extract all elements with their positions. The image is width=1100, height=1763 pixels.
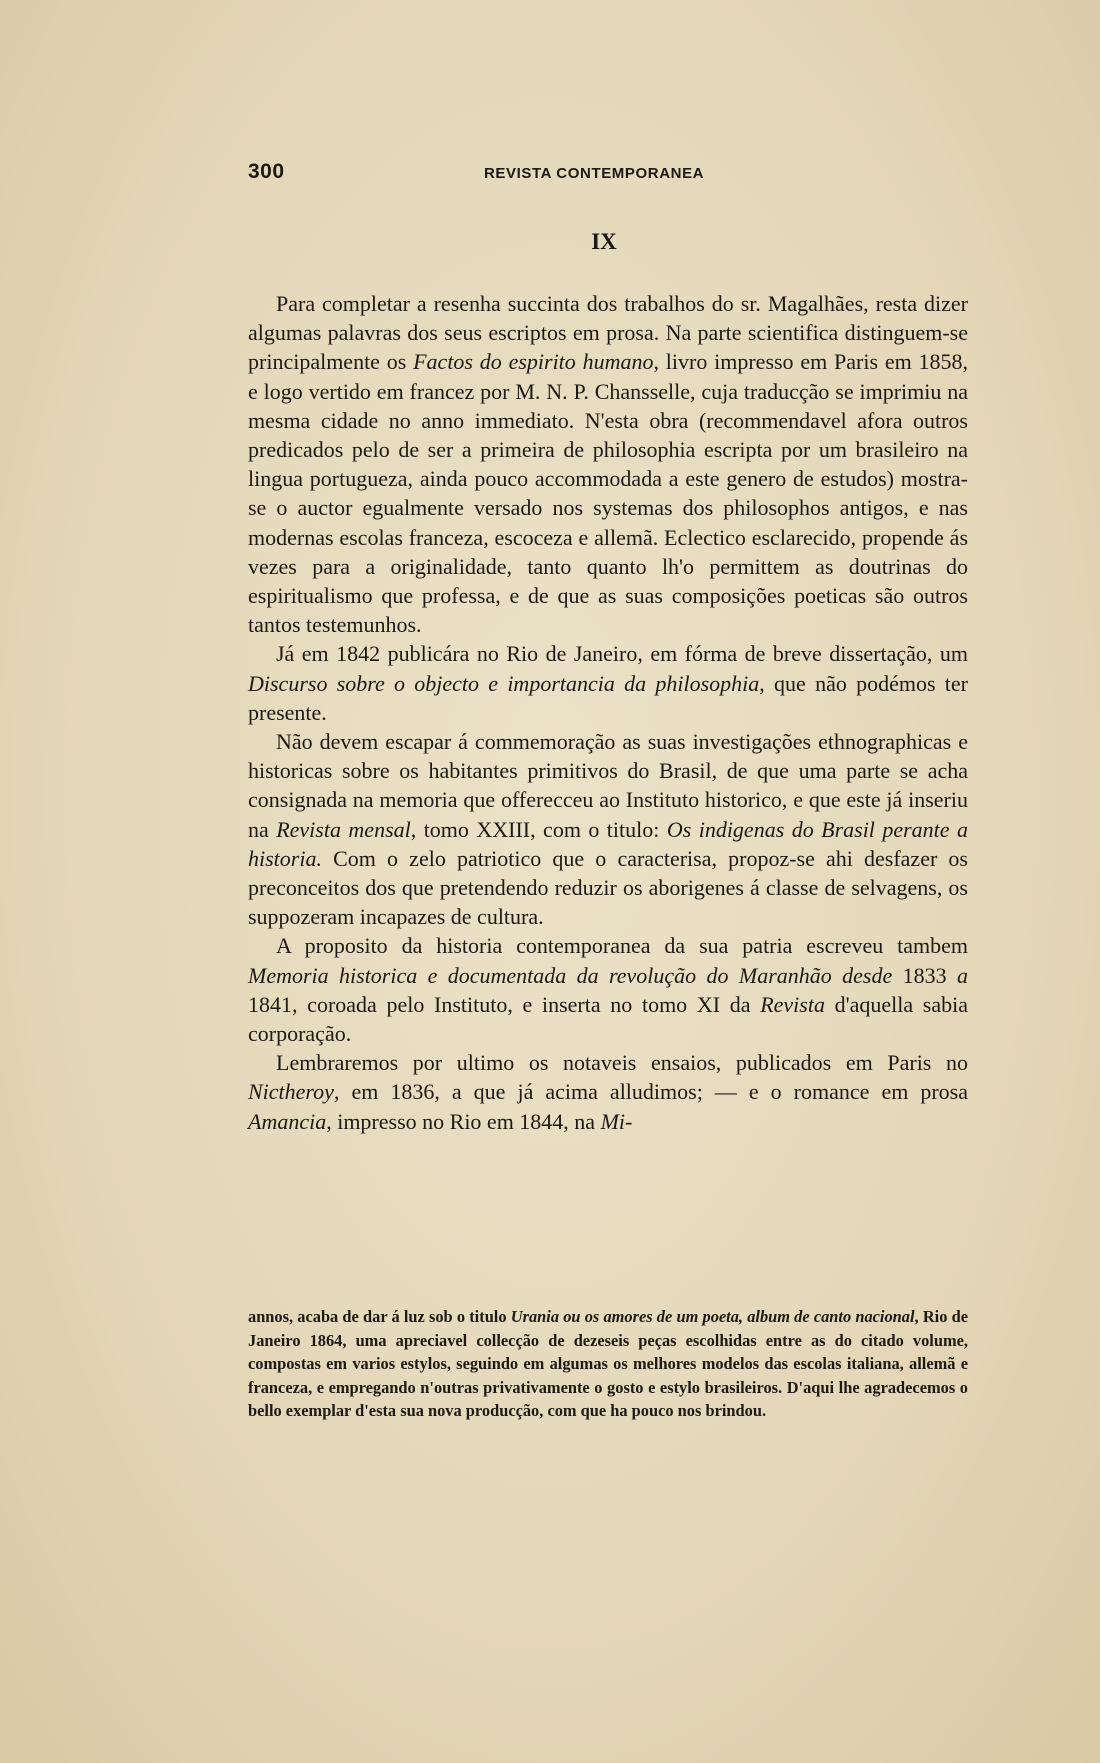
footnote-text: annos, acaba de dar á luz sob o titulo Urania ou os amores de um poeta, album de canto nacional, Rio de Janeiro 1864, uma apreciavel collecção de dezeseis peças escolhidas entre as do citado volume, compostas em varios estylos, seguindo em algumas os melhores modelos das escolas italiana, allemã e franceza, e empregando n'outras privativamente o gosto e estylo brasileiros. D'aqui lhe agradecemos o bello exemplar d'esta sua nova producção, com que ha pouco nos brindou. [248, 1307, 968, 1420]
page-header [248, 160, 970, 190]
footnote [248, 1305, 968, 1423]
body-text [248, 289, 968, 1136]
page-number: 300 [248, 160, 285, 183]
paragraph-1: Para completar a resenha succinta dos trabalhos do sr. Magalhães, resta dizer algumas palavras dos seus escriptos em prosa. Na parte scientifica distinguem-se principalmente os Factos do espirito humano, livro impresso em Paris em 1858, e logo vertido em francez por M. N. P. Chansselle, cuja traducção se imprimiu na mesma cidade no anno immediato. N'esta obra (recommendavel afora outros predicados pelo de ser a primeira de philosophia escripta por um brasileiro na lingua portugueza, ainda pouco accommodada a este genero de estudos) mostra-se o auctor egualmente versado nos systemas dos philosophos antigos, e nas modernas escolas franceza, escoceza e allemã. Eclectico esclarecido, propende ás vezes para a originalidade, tanto quanto lh'o permittem as doutrinas do espiritualismo que professa, e de que as suas composições poeticas são outros tantos testemunhos. [248, 291, 968, 638]
paragraph-4: A proposito da historia contemporanea da sua patria escreveu tambem Memoria historica e documentada da revolução do Maranhão desde 1833 a 1841, coroada pelo Instituto, e inserta no tomo XI da Revista d'aquella sabia corporação. [248, 933, 969, 1047]
section-number: IX [591, 229, 617, 254]
running-title: REVISTA CONTEMPORANEA [484, 165, 705, 182]
paragraph-5: Lembraremos por ultimo os notaveis ensaios, publicados em Paris no Nictheroy, em 1836, a que já acima alludimos; — e o romance em prosa Amancia, impresso no Rio em 1844, na Mi- [248, 1050, 968, 1134]
paragraph-2: Já em 1842 publicára no Rio de Janeiro, em fórma de breve dissertação, um Discurso sobre o objecto e importancia da philosophia, que não podémos ter presente. [248, 641, 968, 725]
paragraph-3: Não devem escapar á commemoração as suas investigações ethnographicas e historicas sobre os habitantes primitivos do Brasil, de que uma parte se acha consignada na memoria que offerecceu ao Instituto historico, e que este já inseriu na Revista mensal, tomo XXIII, com o titulo: Os indigenas do Brasil perante a historia. Com o zelo patriotico que o caracterisa, propoz-se ahi desfazer os preconceitos dos que pretendendo reduzir os aborigenes á classe de selvagens, os suppozeram incapazes de cultura. [248, 729, 969, 930]
